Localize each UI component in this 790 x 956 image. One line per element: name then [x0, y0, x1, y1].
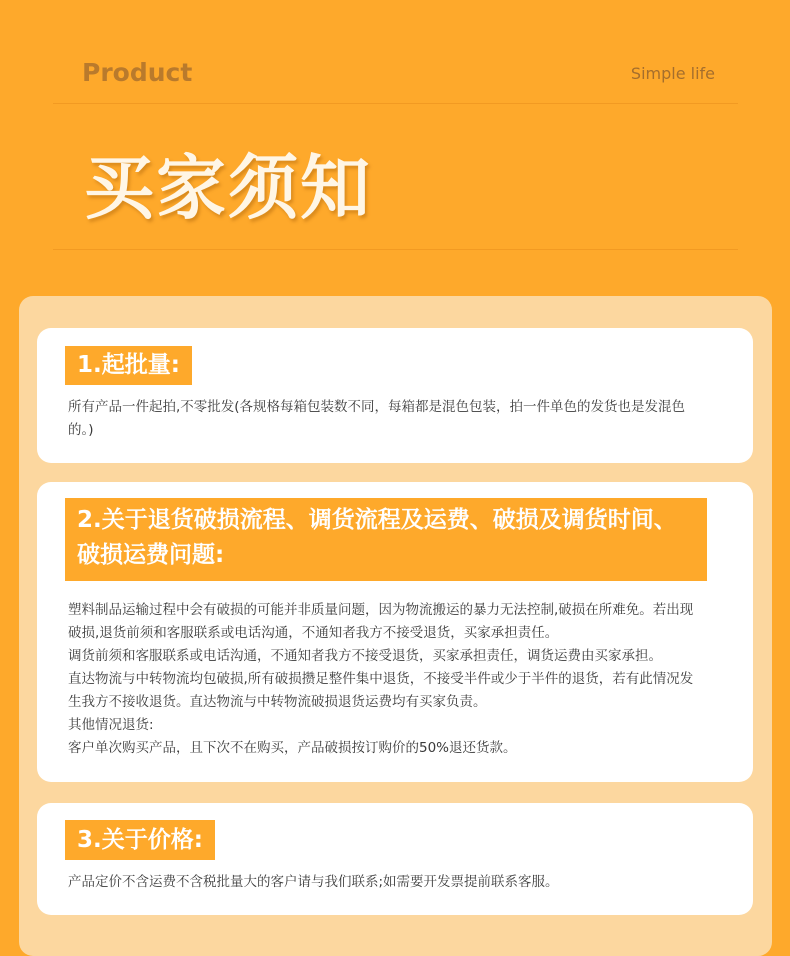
page-title: 买家须知	[84, 147, 372, 229]
paragraph: 客户单次购买产品，且下次不在购买，产品破损按订购价的50%退还货款。	[68, 740, 517, 756]
section-heading: 3.关于价格:	[65, 820, 215, 860]
section-body	[68, 599, 703, 760]
section-body	[68, 871, 703, 894]
paragraph: 直达物流与中转物流均包破损,所有破损攒足整件集中退货，不接受半件或少于半件的退货，若有此情况发生我方不接收退货。直达物流与中转物流破损退货运费均有买家负责。	[68, 671, 694, 710]
section-body	[68, 396, 703, 442]
paragraph: 塑料制品运输过程中会有破损的可能并非质量问题，因为物流搬运的暴力无法控制,破损在所难免。若出现破损,退货前须和客服联系或电话沟通，不通知者我方不接受退货，买家承担责任。	[68, 602, 694, 641]
paragraph: 调货前须和客服联系或电话沟通，不通知者我方不接受退货，买家承担责任，调货运费由买家承担。	[68, 648, 662, 664]
header-divider-top	[53, 103, 738, 104]
section-heading: 1.起批量:	[65, 346, 192, 385]
header-divider-bottom	[53, 249, 738, 250]
paragraph: 产品定价不含运费不含税批量大的客户请与我们联系;如需要开发票提前联系客服。	[68, 874, 559, 890]
product-label: Product	[82, 58, 193, 87]
section-card-returns-damage	[37, 482, 753, 782]
section-card-pricing	[37, 803, 753, 915]
section-card-order-quantity	[37, 328, 753, 463]
paragraph: 其他情况退货:	[68, 717, 154, 733]
tagline: Simple life	[630, 64, 715, 83]
section-heading: 2.关于退货破损流程、调货流程及运费、破损及调货时间、破损运费问题:	[65, 498, 707, 581]
paragraph: 所有产品一件起拍,不零批发(各规格每箱包装数不同，每箱都是混色包装，拍一件单色的发货也是发混色的。)	[68, 399, 686, 438]
